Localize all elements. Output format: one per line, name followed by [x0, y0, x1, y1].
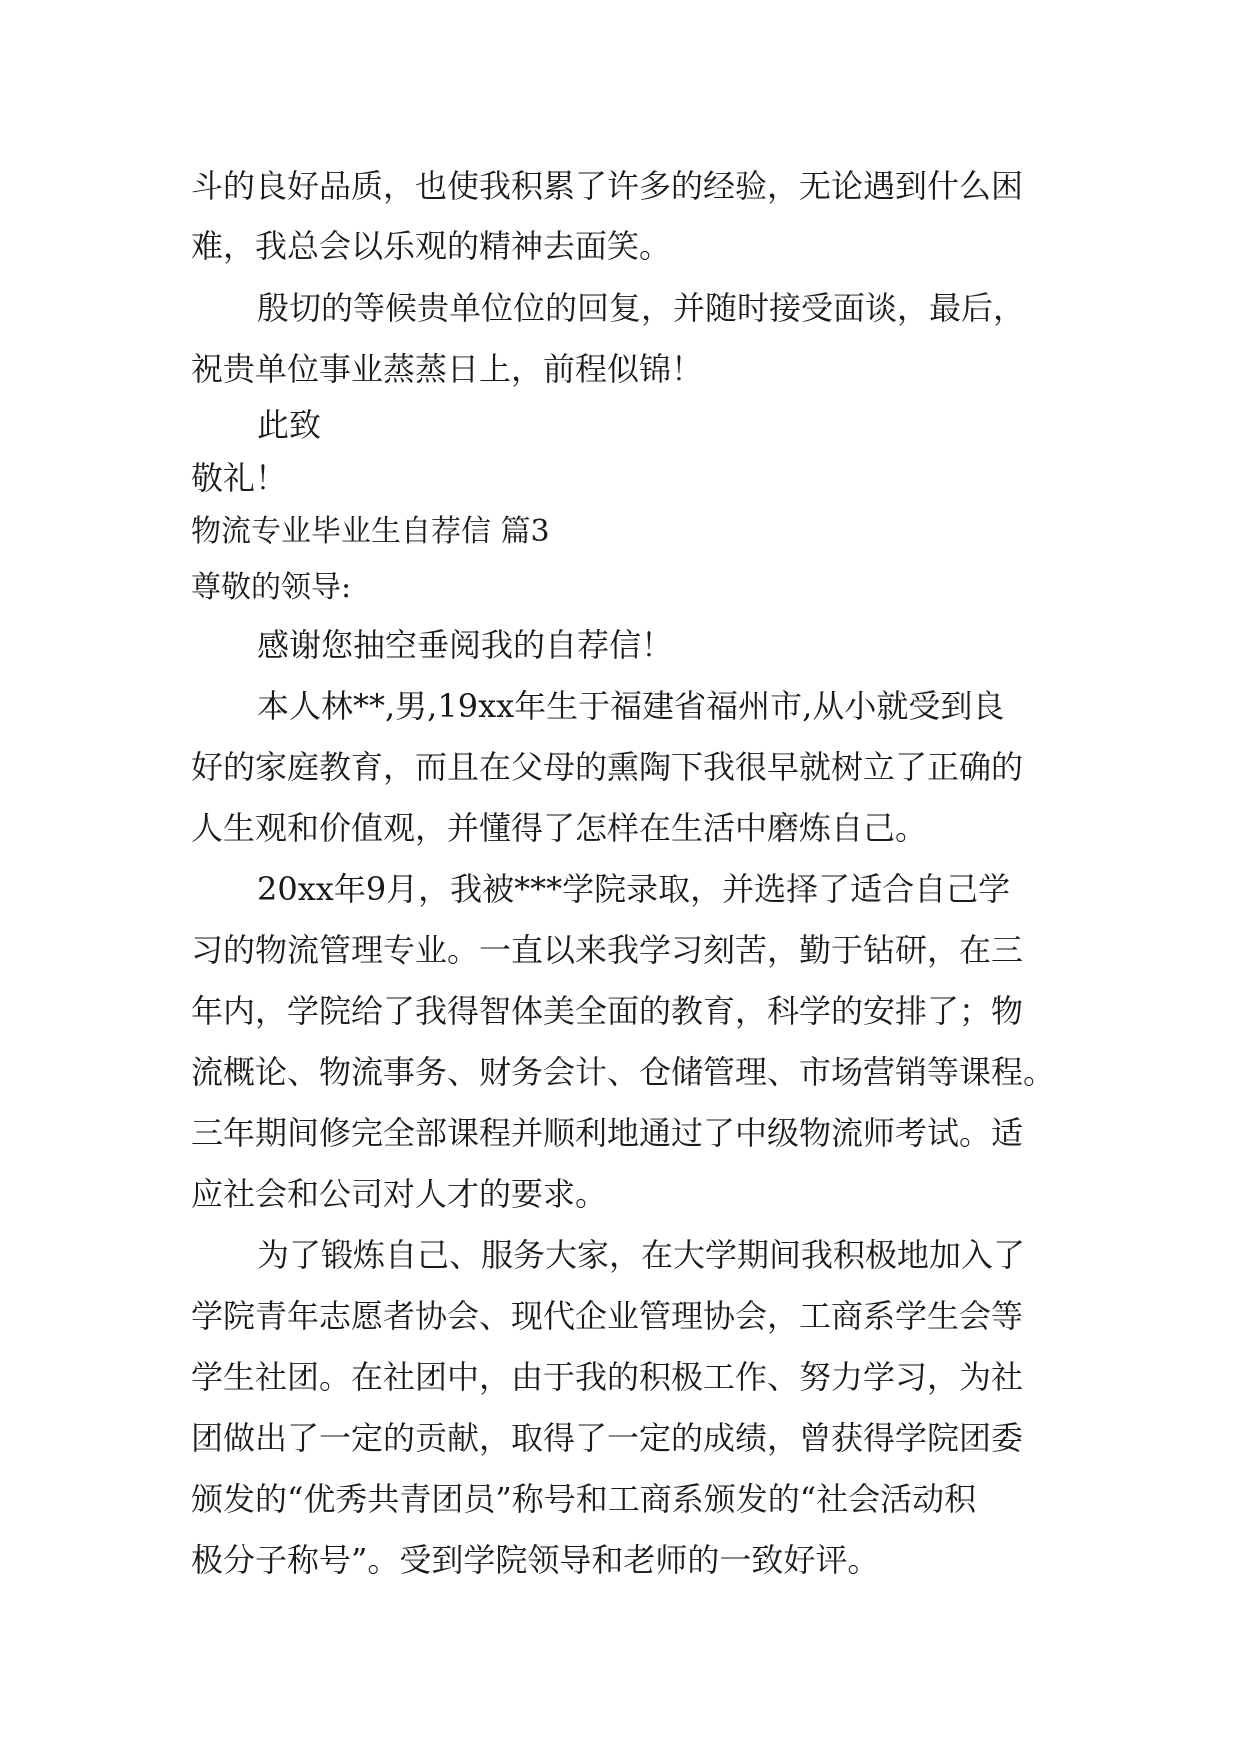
paragraph-line: 应社会和公司对人才的要求。	[191, 1175, 608, 1213]
paragraph-line: 难，我总会以乐观的精神去面笑。	[191, 227, 672, 265]
paragraph-line: 本人林**,男,19xx年生于福建省福州市,从小就受到良	[257, 687, 1005, 725]
paragraph-line: 习的物流管理专业。一直以来我学习刻苦，勤于钻研，在三	[191, 931, 1024, 969]
paragraph-line: 极分子称号”。受到学院领导和老师的一致好评。	[191, 1541, 880, 1579]
paragraph-line: 感谢您抽空垂阅我的自荐信！	[257, 626, 674, 664]
paragraph-line: 三年期间修完全部课程并顺利地通过了中级物流师考试。适	[191, 1114, 1024, 1152]
section-title: 物流专业毕业生自荐信 篇3	[191, 514, 550, 549]
closing-phrase: 此致	[257, 406, 322, 444]
paragraph-line: 流概论、物流事务、财务会计、仓储管理、市场营销等课程。	[191, 1053, 1056, 1091]
paragraph-line: 斗的良好品质，也使我积累了许多的经验，无论遇到什么困	[191, 167, 1024, 205]
paragraph-line: 好的家庭教育，而且在父母的熏陶下我很早就树立了正确的	[191, 748, 1024, 786]
salutation-closing: 敬礼！	[191, 459, 288, 497]
paragraph-line: 殷切的等候贵单位位的回复，并随时接受面谈，最后，	[257, 289, 1026, 327]
paragraph-line: 为了锻炼自己、服务大家，在大学期间我积极地加入了	[257, 1236, 1026, 1274]
paragraph-line: 20xx年9月，我被***学院录取，并选择了适合自己学	[257, 870, 1011, 908]
paragraph-line: 颁发的“优秀共青团员”称号和工商系颁发的“社会活动积	[191, 1480, 977, 1518]
paragraph-line: 人生观和价值观，并懂得了怎样在生活中磨炼自己。	[191, 809, 928, 847]
paragraph-line: 团做出了一定的贡献，取得了一定的成绩，曾获得学院团委	[191, 1419, 1024, 1457]
paragraph-line: 祝贵单位事业蒸蒸日上，前程似锦！	[191, 350, 704, 388]
paragraph-line: 年内，学院给了我得智体美全面的教育，科学的安排了；物	[191, 992, 1024, 1030]
paragraph-line: 学生社团。在社团中，由于我的积极工作、努力学习，为社	[191, 1358, 1024, 1396]
greeting: 尊敬的领导:	[191, 570, 352, 605]
paragraph-line: 学院青年志愿者协会、现代企业管理协会，工商系学生会等	[191, 1297, 1024, 1335]
